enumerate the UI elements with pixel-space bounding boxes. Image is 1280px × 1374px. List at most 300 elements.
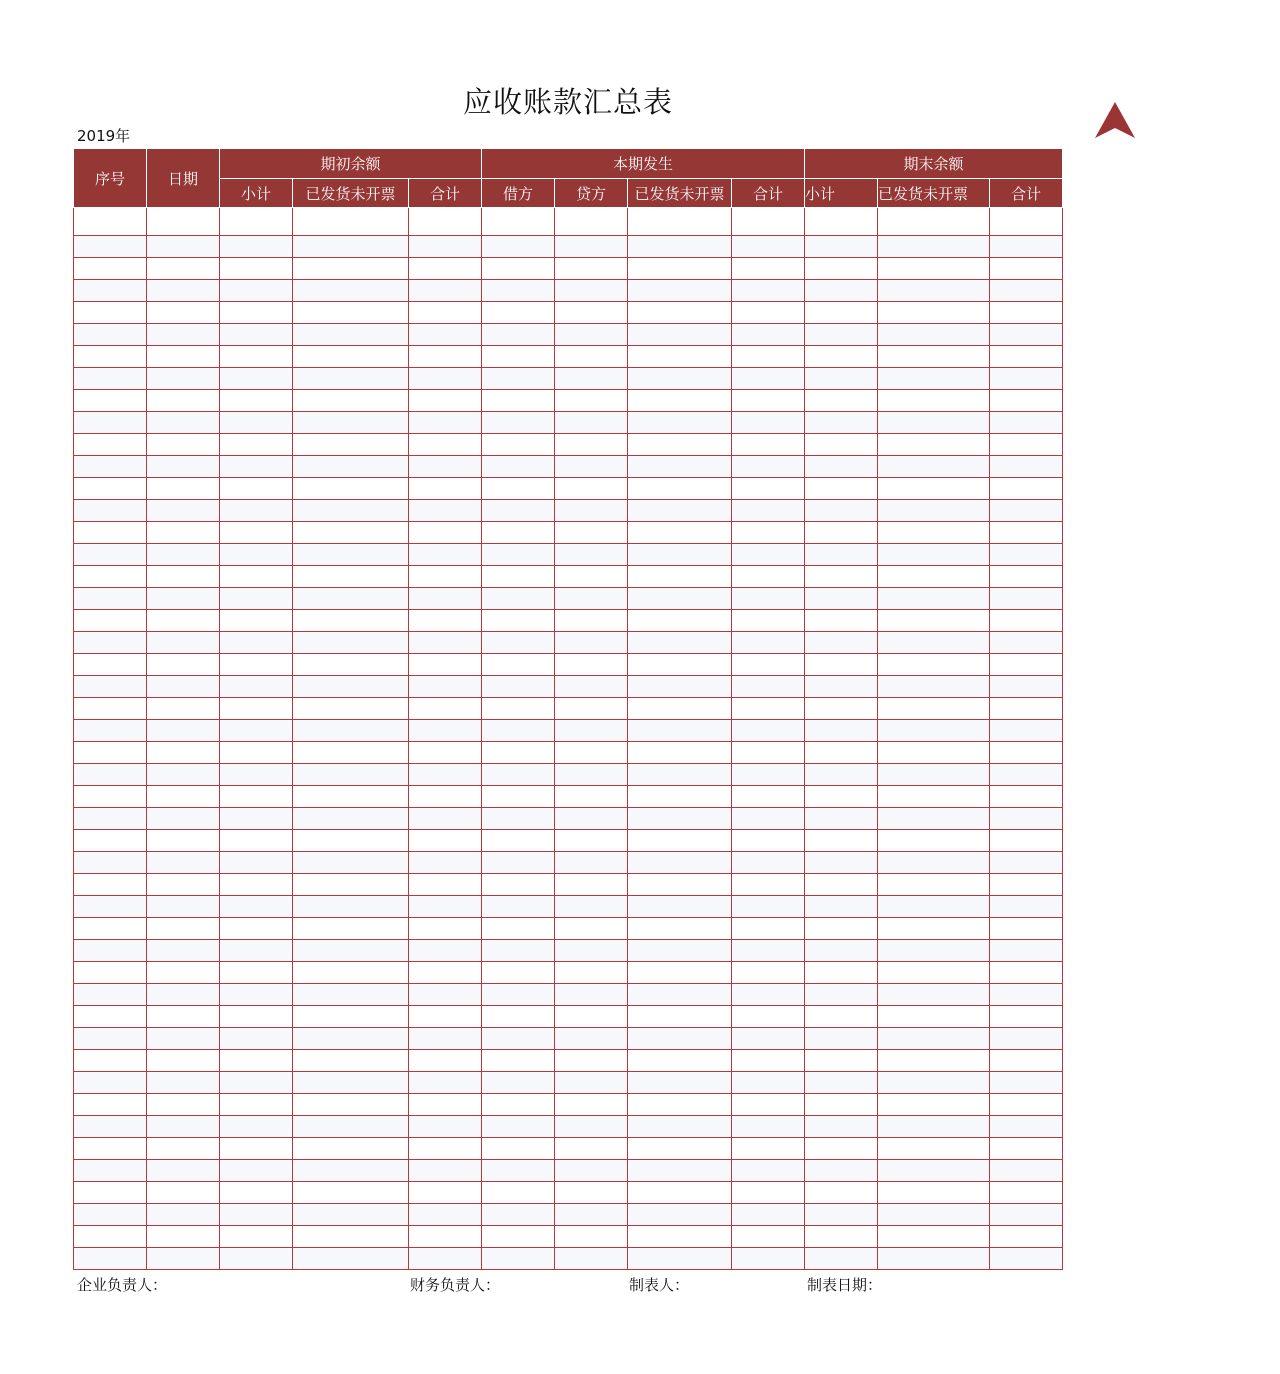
table-cell[interactable] <box>878 280 990 302</box>
table-cell[interactable] <box>805 698 878 720</box>
table-cell[interactable] <box>293 698 409 720</box>
table-cell[interactable] <box>990 522 1063 544</box>
table-cell[interactable] <box>147 786 220 808</box>
table-cell[interactable] <box>482 544 555 566</box>
table-cell[interactable] <box>555 346 628 368</box>
table-cell[interactable] <box>220 1028 293 1050</box>
table-cell[interactable] <box>482 610 555 632</box>
table-cell[interactable] <box>732 544 805 566</box>
table-cell[interactable] <box>147 478 220 500</box>
table-cell[interactable] <box>555 1116 628 1138</box>
table-cell[interactable] <box>293 786 409 808</box>
table-cell[interactable] <box>147 1050 220 1072</box>
table-cell[interactable] <box>555 984 628 1006</box>
table-cell[interactable] <box>409 1050 482 1072</box>
table-cell[interactable] <box>805 544 878 566</box>
table-cell[interactable] <box>555 1050 628 1072</box>
table-cell[interactable] <box>74 852 147 874</box>
table-cell[interactable] <box>805 654 878 676</box>
table-cell[interactable] <box>74 1094 147 1116</box>
table-cell[interactable] <box>220 1204 293 1226</box>
table-cell[interactable] <box>990 632 1063 654</box>
table-cell[interactable] <box>220 434 293 456</box>
table-cell[interactable] <box>147 896 220 918</box>
table-cell[interactable] <box>220 830 293 852</box>
table-cell[interactable] <box>555 412 628 434</box>
table-cell[interactable] <box>293 1248 409 1270</box>
table-cell[interactable] <box>555 302 628 324</box>
table-cell[interactable] <box>220 610 293 632</box>
table-cell[interactable] <box>147 208 220 236</box>
table-cell[interactable] <box>147 984 220 1006</box>
table-cell[interactable] <box>147 390 220 412</box>
table-cell[interactable] <box>628 874 732 896</box>
table-cell[interactable] <box>220 478 293 500</box>
table-cell[interactable] <box>293 1182 409 1204</box>
table-cell[interactable] <box>878 610 990 632</box>
table-cell[interactable] <box>990 1226 1063 1248</box>
table-cell[interactable] <box>878 390 990 412</box>
table-cell[interactable] <box>482 236 555 258</box>
table-cell[interactable] <box>878 896 990 918</box>
table-cell[interactable] <box>482 742 555 764</box>
table-cell[interactable] <box>628 676 732 698</box>
table-cell[interactable] <box>293 302 409 324</box>
table-cell[interactable] <box>482 280 555 302</box>
table-cell[interactable] <box>990 830 1063 852</box>
table-cell[interactable] <box>482 456 555 478</box>
table-cell[interactable] <box>482 1182 555 1204</box>
table-cell[interactable] <box>409 412 482 434</box>
table-cell[interactable] <box>555 1072 628 1094</box>
table-cell[interactable] <box>220 764 293 786</box>
table-cell[interactable] <box>220 258 293 280</box>
table-cell[interactable] <box>990 1028 1063 1050</box>
table-cell[interactable] <box>805 852 878 874</box>
table-cell[interactable] <box>555 918 628 940</box>
table-cell[interactable] <box>555 478 628 500</box>
table-cell[interactable] <box>878 962 990 984</box>
table-cell[interactable] <box>732 208 805 236</box>
table-cell[interactable] <box>482 808 555 830</box>
table-cell[interactable] <box>293 566 409 588</box>
table-cell[interactable] <box>555 1028 628 1050</box>
table-cell[interactable] <box>147 1138 220 1160</box>
table-cell[interactable] <box>628 808 732 830</box>
table-cell[interactable] <box>555 1226 628 1248</box>
table-cell[interactable] <box>628 1160 732 1182</box>
table-cell[interactable] <box>628 236 732 258</box>
table-cell[interactable] <box>482 764 555 786</box>
table-cell[interactable] <box>732 676 805 698</box>
table-cell[interactable] <box>732 368 805 390</box>
table-cell[interactable] <box>878 654 990 676</box>
table-cell[interactable] <box>293 1204 409 1226</box>
table-cell[interactable] <box>628 208 732 236</box>
table-cell[interactable] <box>732 324 805 346</box>
table-cell[interactable] <box>732 566 805 588</box>
table-cell[interactable] <box>409 808 482 830</box>
table-cell[interactable] <box>628 500 732 522</box>
table-cell[interactable] <box>409 610 482 632</box>
table-cell[interactable] <box>74 764 147 786</box>
table-cell[interactable] <box>990 500 1063 522</box>
table-cell[interactable] <box>555 588 628 610</box>
table-cell[interactable] <box>482 1226 555 1248</box>
table-cell[interactable] <box>147 588 220 610</box>
table-cell[interactable] <box>220 808 293 830</box>
table-cell[interactable] <box>628 654 732 676</box>
table-cell[interactable] <box>805 940 878 962</box>
table-cell[interactable] <box>555 786 628 808</box>
table-cell[interactable] <box>732 962 805 984</box>
table-cell[interactable] <box>878 208 990 236</box>
table-cell[interactable] <box>409 698 482 720</box>
table-cell[interactable] <box>805 500 878 522</box>
table-cell[interactable] <box>555 962 628 984</box>
table-cell[interactable] <box>732 1204 805 1226</box>
table-cell[interactable] <box>74 720 147 742</box>
table-cell[interactable] <box>409 940 482 962</box>
table-cell[interactable] <box>990 258 1063 280</box>
table-cell[interactable] <box>293 962 409 984</box>
table-cell[interactable] <box>409 764 482 786</box>
table-cell[interactable] <box>990 434 1063 456</box>
table-cell[interactable] <box>878 544 990 566</box>
table-cell[interactable] <box>482 390 555 412</box>
table-cell[interactable] <box>878 588 990 610</box>
table-cell[interactable] <box>74 984 147 1006</box>
table-cell[interactable] <box>732 280 805 302</box>
table-cell[interactable] <box>990 588 1063 610</box>
table-cell[interactable] <box>220 1226 293 1248</box>
table-cell[interactable] <box>732 610 805 632</box>
table-cell[interactable] <box>409 720 482 742</box>
table-cell[interactable] <box>409 346 482 368</box>
table-cell[interactable] <box>628 1028 732 1050</box>
table-cell[interactable] <box>220 1006 293 1028</box>
table-cell[interactable] <box>74 500 147 522</box>
table-cell[interactable] <box>990 566 1063 588</box>
table-cell[interactable] <box>293 610 409 632</box>
table-cell[interactable] <box>732 830 805 852</box>
table-cell[interactable] <box>74 1028 147 1050</box>
table-cell[interactable] <box>628 1094 732 1116</box>
table-cell[interactable] <box>220 324 293 346</box>
table-cell[interactable] <box>220 236 293 258</box>
table-cell[interactable] <box>878 786 990 808</box>
table-cell[interactable] <box>74 918 147 940</box>
table-cell[interactable] <box>147 346 220 368</box>
table-cell[interactable] <box>732 852 805 874</box>
table-cell[interactable] <box>409 632 482 654</box>
table-cell[interactable] <box>74 412 147 434</box>
table-cell[interactable] <box>878 918 990 940</box>
table-cell[interactable] <box>409 566 482 588</box>
table-cell[interactable] <box>990 720 1063 742</box>
table-cell[interactable] <box>878 324 990 346</box>
table-cell[interactable] <box>409 830 482 852</box>
table-cell[interactable] <box>805 1072 878 1094</box>
table-cell[interactable] <box>805 1028 878 1050</box>
table-cell[interactable] <box>293 1116 409 1138</box>
table-cell[interactable] <box>74 808 147 830</box>
table-cell[interactable] <box>628 698 732 720</box>
table-cell[interactable] <box>220 786 293 808</box>
table-cell[interactable] <box>147 368 220 390</box>
table-cell[interactable] <box>805 258 878 280</box>
table-cell[interactable] <box>147 500 220 522</box>
table-cell[interactable] <box>628 478 732 500</box>
table-cell[interactable] <box>74 610 147 632</box>
table-cell[interactable] <box>147 764 220 786</box>
table-cell[interactable] <box>74 258 147 280</box>
table-cell[interactable] <box>293 676 409 698</box>
table-cell[interactable] <box>74 522 147 544</box>
table-cell[interactable] <box>482 984 555 1006</box>
table-cell[interactable] <box>878 764 990 786</box>
table-cell[interactable] <box>555 280 628 302</box>
table-cell[interactable] <box>878 632 990 654</box>
table-cell[interactable] <box>147 940 220 962</box>
table-cell[interactable] <box>482 654 555 676</box>
table-cell[interactable] <box>732 522 805 544</box>
table-cell[interactable] <box>878 984 990 1006</box>
table-cell[interactable] <box>220 302 293 324</box>
table-cell[interactable] <box>805 962 878 984</box>
table-cell[interactable] <box>293 588 409 610</box>
table-cell[interactable] <box>409 258 482 280</box>
table-cell[interactable] <box>147 522 220 544</box>
table-cell[interactable] <box>805 720 878 742</box>
table-cell[interactable] <box>732 654 805 676</box>
table-cell[interactable] <box>805 280 878 302</box>
table-cell[interactable] <box>628 522 732 544</box>
table-cell[interactable] <box>409 478 482 500</box>
table-cell[interactable] <box>990 478 1063 500</box>
table-cell[interactable] <box>74 208 147 236</box>
table-cell[interactable] <box>555 208 628 236</box>
table-cell[interactable] <box>482 478 555 500</box>
table-cell[interactable] <box>409 742 482 764</box>
table-cell[interactable] <box>555 1006 628 1028</box>
table-cell[interactable] <box>74 874 147 896</box>
table-cell[interactable] <box>990 280 1063 302</box>
table-cell[interactable] <box>878 368 990 390</box>
table-cell[interactable] <box>409 984 482 1006</box>
table-cell[interactable] <box>878 566 990 588</box>
table-cell[interactable] <box>990 368 1063 390</box>
table-cell[interactable] <box>409 368 482 390</box>
table-cell[interactable] <box>805 610 878 632</box>
table-cell[interactable] <box>147 1160 220 1182</box>
table-cell[interactable] <box>878 808 990 830</box>
table-cell[interactable] <box>147 1248 220 1270</box>
table-cell[interactable] <box>732 742 805 764</box>
table-cell[interactable] <box>805 346 878 368</box>
table-cell[interactable] <box>628 632 732 654</box>
table-cell[interactable] <box>628 720 732 742</box>
table-cell[interactable] <box>74 346 147 368</box>
table-cell[interactable] <box>732 1248 805 1270</box>
table-cell[interactable] <box>732 698 805 720</box>
table-cell[interactable] <box>74 830 147 852</box>
table-cell[interactable] <box>805 808 878 830</box>
table-cell[interactable] <box>293 324 409 346</box>
table-cell[interactable] <box>293 500 409 522</box>
table-cell[interactable] <box>732 918 805 940</box>
table-cell[interactable] <box>732 346 805 368</box>
table-cell[interactable] <box>74 1138 147 1160</box>
table-cell[interactable] <box>409 962 482 984</box>
table-cell[interactable] <box>990 1182 1063 1204</box>
table-cell[interactable] <box>482 830 555 852</box>
table-cell[interactable] <box>805 632 878 654</box>
table-cell[interactable] <box>482 1094 555 1116</box>
table-cell[interactable] <box>293 918 409 940</box>
table-cell[interactable] <box>555 1160 628 1182</box>
table-cell[interactable] <box>555 852 628 874</box>
table-cell[interactable] <box>482 208 555 236</box>
table-cell[interactable] <box>628 390 732 412</box>
table-cell[interactable] <box>732 1226 805 1248</box>
table-cell[interactable] <box>555 456 628 478</box>
table-cell[interactable] <box>628 346 732 368</box>
table-cell[interactable] <box>293 522 409 544</box>
table-cell[interactable] <box>409 500 482 522</box>
table-cell[interactable] <box>555 1138 628 1160</box>
table-cell[interactable] <box>409 1116 482 1138</box>
table-cell[interactable] <box>878 1006 990 1028</box>
table-cell[interactable] <box>220 874 293 896</box>
table-cell[interactable] <box>805 302 878 324</box>
table-cell[interactable] <box>74 280 147 302</box>
table-cell[interactable] <box>482 874 555 896</box>
table-cell[interactable] <box>482 698 555 720</box>
table-cell[interactable] <box>805 566 878 588</box>
table-cell[interactable] <box>990 544 1063 566</box>
table-cell[interactable] <box>482 632 555 654</box>
table-cell[interactable] <box>990 236 1063 258</box>
table-cell[interactable] <box>878 940 990 962</box>
table-cell[interactable] <box>293 984 409 1006</box>
table-cell[interactable] <box>990 302 1063 324</box>
table-cell[interactable] <box>628 280 732 302</box>
table-cell[interactable] <box>990 1050 1063 1072</box>
table-cell[interactable] <box>409 1138 482 1160</box>
table-cell[interactable] <box>990 1094 1063 1116</box>
table-cell[interactable] <box>147 412 220 434</box>
table-cell[interactable] <box>732 1182 805 1204</box>
table-cell[interactable] <box>990 852 1063 874</box>
table-cell[interactable] <box>990 1204 1063 1226</box>
table-cell[interactable] <box>990 874 1063 896</box>
table-cell[interactable] <box>805 390 878 412</box>
table-cell[interactable] <box>293 632 409 654</box>
table-cell[interactable] <box>482 1006 555 1028</box>
table-cell[interactable] <box>555 544 628 566</box>
table-cell[interactable] <box>147 808 220 830</box>
table-cell[interactable] <box>482 1072 555 1094</box>
table-cell[interactable] <box>878 676 990 698</box>
table-cell[interactable] <box>409 522 482 544</box>
table-cell[interactable] <box>293 874 409 896</box>
table-cell[interactable] <box>147 280 220 302</box>
table-cell[interactable] <box>628 962 732 984</box>
table-cell[interactable] <box>220 412 293 434</box>
table-cell[interactable] <box>482 896 555 918</box>
table-cell[interactable] <box>878 1226 990 1248</box>
table-cell[interactable] <box>147 1204 220 1226</box>
table-cell[interactable] <box>482 1248 555 1270</box>
table-cell[interactable] <box>409 302 482 324</box>
table-cell[interactable] <box>482 786 555 808</box>
table-cell[interactable] <box>628 566 732 588</box>
table-cell[interactable] <box>147 610 220 632</box>
table-cell[interactable] <box>147 830 220 852</box>
table-cell[interactable] <box>482 1116 555 1138</box>
table-cell[interactable] <box>220 346 293 368</box>
table-cell[interactable] <box>293 456 409 478</box>
table-cell[interactable] <box>74 1006 147 1028</box>
table-cell[interactable] <box>878 1072 990 1094</box>
table-cell[interactable] <box>732 1160 805 1182</box>
table-cell[interactable] <box>293 208 409 236</box>
table-cell[interactable] <box>409 1160 482 1182</box>
table-cell[interactable] <box>732 1028 805 1050</box>
table-cell[interactable] <box>220 852 293 874</box>
table-cell[interactable] <box>220 940 293 962</box>
table-cell[interactable] <box>482 500 555 522</box>
table-cell[interactable] <box>409 544 482 566</box>
table-cell[interactable] <box>220 1116 293 1138</box>
table-cell[interactable] <box>74 544 147 566</box>
table-cell[interactable] <box>220 522 293 544</box>
table-cell[interactable] <box>805 478 878 500</box>
table-cell[interactable] <box>732 764 805 786</box>
table-cell[interactable] <box>990 742 1063 764</box>
table-cell[interactable] <box>482 720 555 742</box>
table-cell[interactable] <box>805 368 878 390</box>
table-cell[interactable] <box>147 434 220 456</box>
table-cell[interactable] <box>805 830 878 852</box>
table-cell[interactable] <box>878 1094 990 1116</box>
table-cell[interactable] <box>732 874 805 896</box>
table-cell[interactable] <box>482 588 555 610</box>
table-cell[interactable] <box>293 1138 409 1160</box>
table-cell[interactable] <box>555 742 628 764</box>
table-cell[interactable] <box>990 324 1063 346</box>
table-cell[interactable] <box>990 918 1063 940</box>
table-cell[interactable] <box>628 610 732 632</box>
table-cell[interactable] <box>74 632 147 654</box>
table-cell[interactable] <box>220 1182 293 1204</box>
table-cell[interactable] <box>878 500 990 522</box>
table-cell[interactable] <box>628 302 732 324</box>
table-cell[interactable] <box>628 1050 732 1072</box>
table-cell[interactable] <box>990 390 1063 412</box>
table-cell[interactable] <box>878 1160 990 1182</box>
table-cell[interactable] <box>482 566 555 588</box>
table-cell[interactable] <box>805 1226 878 1248</box>
table-cell[interactable] <box>732 1006 805 1028</box>
table-cell[interactable] <box>990 208 1063 236</box>
table-cell[interactable] <box>74 324 147 346</box>
table-cell[interactable] <box>732 236 805 258</box>
table-cell[interactable] <box>409 1094 482 1116</box>
table-cell[interactable] <box>409 236 482 258</box>
table-cell[interactable] <box>555 654 628 676</box>
